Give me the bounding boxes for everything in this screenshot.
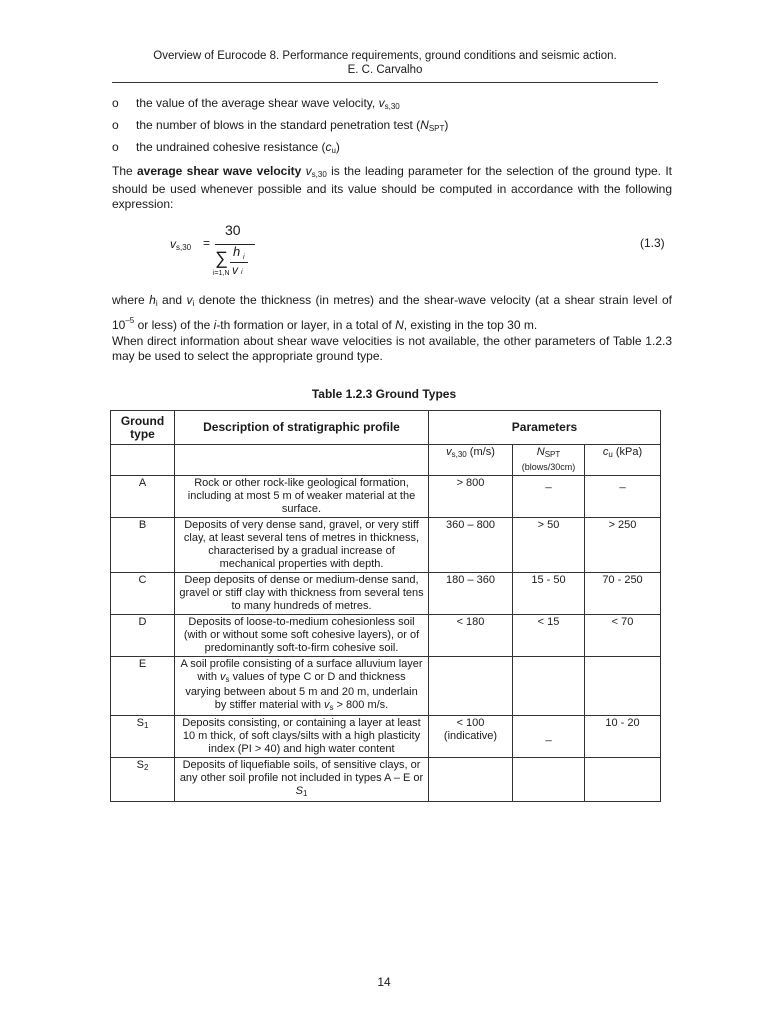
- bullet-symbol: c: [325, 140, 332, 154]
- bullet-symbol: v: [378, 96, 385, 110]
- table-row: A Rock or other rock-like geological formation, including at most 5 m of weaker material at the surface. > 800 _ _: [111, 476, 661, 518]
- header-nspt: $N_{SPT}$ (blows/30cm): [513, 445, 585, 476]
- definition-paragraph: where $h_i$ and $v_i$ denote the thickness (in metres) and the shear-wave velocity (at a shear strain level of $10^{-5}$ or less) of the i-th formation or layer, in a total of N, existing in the top 30 m.: [112, 293, 672, 332]
- equation-vs30: vs,30 = 30 ∑ h i v i i=1,N: [170, 222, 280, 284]
- table-caption: Table 1.2.3 Ground Types: [311, 387, 457, 401]
- header-author: E. C. Carvalho: [347, 64, 423, 76]
- table-intro-paragraph: When direct information about shear wave velocities is not available, the other parameters of Table 1.2.3 may be used to select the appropriate ground type.: [112, 334, 672, 363]
- bullet-subscript: s,30: [384, 102, 400, 111]
- table-row: $S_2$ Deposits of liquefiable soils, of sensitive clays, or any other soil profile not included in types A – E or $S_1$: [111, 758, 661, 802]
- bullet-marker: o: [112, 96, 119, 110]
- bullet-list: [112, 96, 672, 162]
- bullet-text: the undrained cohesive resistance (: [136, 140, 326, 154]
- list-item: [112, 118, 672, 140]
- summation-range: i=1,N: [213, 270, 230, 277]
- header-ground-type: Ground type: [111, 411, 175, 445]
- list-item: [112, 96, 672, 118]
- bullet-symbol: N: [420, 118, 429, 132]
- table-row: C Deep deposits of dense or medium-dense sand, gravel or stiff clay with thickness from several tens to many hundreds of metres. 180 – 360 15 - 50 70 - 250: [111, 573, 661, 615]
- header-cu: $c_u$ (kPa): [585, 445, 661, 476]
- intro-paragraph: The average shear wave velocity $v_{s,30}$ is the leading parameter for the selection of the ground type. It should be used whenever possible and its value should be computed in accordance with the following expression:: [112, 164, 672, 211]
- summation-icon: ∑: [215, 248, 228, 268]
- table-row: E A soil profile consisting of a surface alluvium layer with $v_s$ values of type C or D and thickness varying between about 5 m and 20 m, underlain by stiffer material with $v_s > 800$ m/s.: [111, 657, 661, 716]
- bullet-marker: o: [112, 118, 119, 132]
- header-divider: [112, 82, 658, 83]
- ground-types-table: [110, 410, 661, 802]
- equation-numerator: 30: [225, 222, 241, 238]
- bullet-text: the number of blows in the standard penetration test (: [136, 118, 421, 132]
- list-item: [112, 140, 672, 162]
- bullet-after: ): [335, 140, 340, 154]
- header-description: Description of stratigraphic profile: [175, 411, 429, 445]
- table-row: D Deposits of loose-to-medium cohesionless soil (with or without some soft cohesive layers), or of predominantly soft-to-firm cohesive soil. < 180 < 15 < 70: [111, 615, 661, 657]
- bullet-subscript: u: [331, 146, 336, 155]
- header-vs30: $v_{s,30}$ (m/s): [429, 445, 513, 476]
- bullet-marker: o: [112, 140, 119, 154]
- emphasis-term: average shear wave velocity: [136, 164, 302, 178]
- equation-lhs: v: [170, 237, 176, 251]
- header-title: Overview of Eurocode 8. Performance requirements, ground conditions and seismic action.: [153, 50, 617, 62]
- table-row: B Deposits of very dense sand, gravel, or very stiff clay, at least several tens of metres in thickness, characterised by a gradual increase of mechanical properties with depth. 360 – 800 > 50 > 250: [111, 518, 661, 573]
- running-header: [112, 49, 658, 77]
- header-parameters: Parameters: [429, 411, 661, 445]
- bullet-text: the value of the average shear wave velocity,: [136, 96, 379, 110]
- equation-number: (1.3): [640, 236, 665, 250]
- bullet-after: ): [444, 118, 449, 132]
- bullet-subscript: SPT: [428, 124, 445, 133]
- table-header-row: [111, 411, 661, 445]
- equation-equals: =: [203, 236, 211, 250]
- table-row: $S_1$ Deposits consisting, or containing a layer at least 10 m thick, of soft clays/silts with a high plasticity index (PI > 40) and high water content < 100 (indicative) _ 10 - 20: [111, 716, 661, 758]
- page-number: 14: [377, 975, 391, 989]
- table-subheader-row: [111, 445, 661, 476]
